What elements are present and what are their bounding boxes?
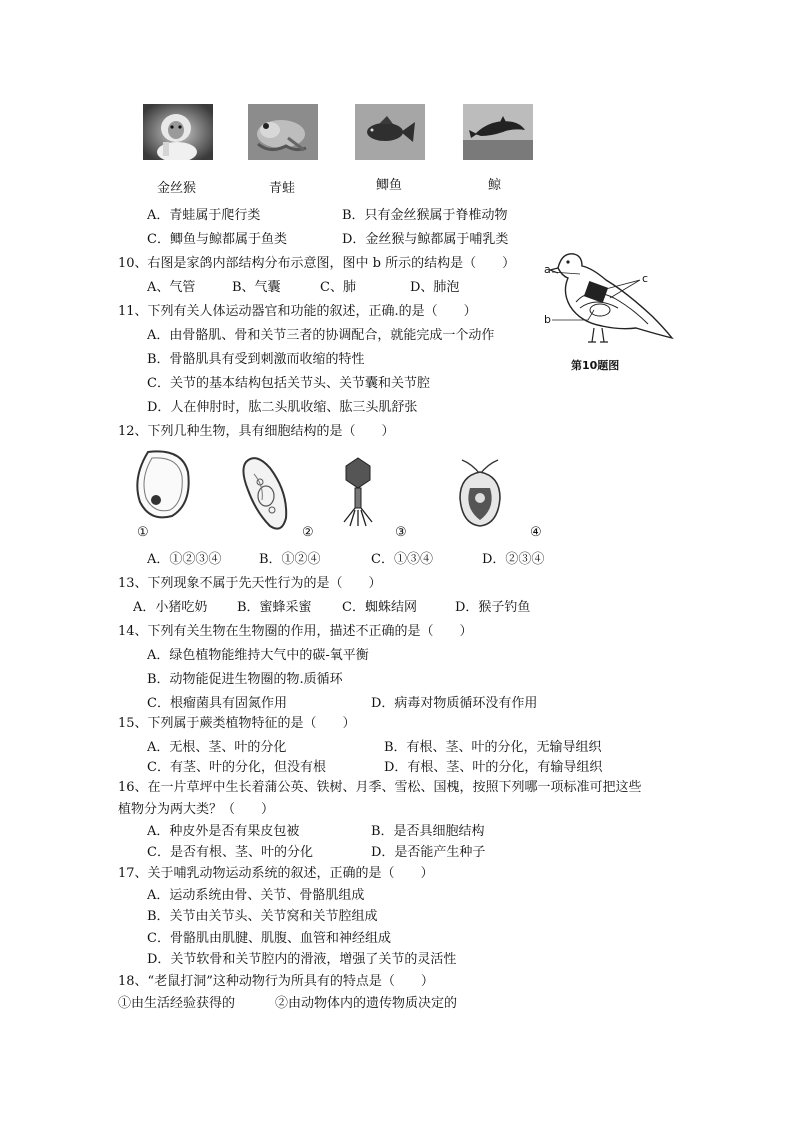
q9-option-d: D．金丝猴与鲸都属于哺乳类 — [342, 232, 509, 247]
q15-stem: 15、下列属于蕨类植物特征的是（ ） — [118, 716, 356, 731]
frog-photo — [248, 104, 318, 160]
q12-option-d: D．②③④ — [482, 552, 545, 567]
q10-option-d: D、肺泡 — [410, 280, 460, 295]
q10-option-b: B、气囊 — [232, 280, 281, 295]
q16-option-b: B．是否具细胞结构 — [371, 824, 485, 839]
organism-3 — [340, 456, 376, 528]
q11-option-c: C．关节的基本结构包括关节头、关节囊和关节腔 — [147, 376, 430, 391]
fish-icon — [355, 104, 425, 160]
q12-option-c: C．①③④ — [371, 552, 433, 567]
q12-option-a: A．①②③④ — [147, 552, 222, 567]
q11-option-d: D．人在伸肘时，肱二头肌收缩、肱三头肌舒张 — [147, 400, 418, 415]
dolphin-icon — [463, 104, 533, 160]
caption-fish: 鲫鱼 — [376, 178, 403, 193]
organism-1 — [130, 448, 196, 522]
q13-option-b: B．蜜蜂采蜜 — [237, 600, 312, 615]
q11-option-a: A．由骨骼肌、骨和关节三者的协调配合，就能完成一个动作 — [147, 328, 495, 343]
q14-option-a: A．绿色植物能维持大气中的碳-氧平衡 — [147, 648, 369, 663]
q16-option-d: D．是否能产生种子 — [371, 845, 486, 860]
q14-option-b: B．动物能促进生物圈的物.质循环 — [147, 672, 343, 687]
q14-option-d: D．病毒对物质循环没有作用 — [371, 696, 538, 711]
q17-option-a: A．运动系统由骨、关节、骨骼肌组成 — [147, 888, 365, 903]
yeast-cell-icon — [130, 448, 196, 522]
monkey-icon — [143, 104, 213, 160]
q13-stem: 13、下列现象不属于先天性行为的是（ ） — [118, 576, 382, 591]
pigeon-label-c: c — [642, 272, 649, 285]
pigeon-icon — [540, 246, 676, 350]
q11-stem: 11、下列有关人体运动器官和功能的叙述，正确.的是（ ） — [118, 304, 477, 319]
organism-number-3: ③ — [395, 525, 407, 540]
organism-number-4: ④ — [530, 525, 542, 540]
caption-whale: 鲸 — [488, 178, 502, 193]
q16-stem-line2: 植物分为两大类？（ ） — [118, 802, 275, 817]
fish-photo — [355, 104, 425, 160]
q14-option-c: C．根瘤菌具有固氮作用 — [147, 696, 287, 711]
frog-icon — [248, 104, 318, 160]
q10-option-c: C、肺 — [320, 280, 356, 295]
q10-option-a: A、气管 — [147, 280, 196, 295]
q16-option-a: A．种皮外是否有果皮包被 — [147, 824, 300, 839]
q15-option-b: B．有根、茎、叶的分化，无输导组织 — [384, 740, 602, 755]
q17-option-b: B．关节由关节头、关节窝和关节腔组成 — [147, 909, 378, 924]
q17-stem: 17、关于哺乳动物运动系统的叙述，正确的是（ ） — [118, 866, 434, 881]
q9-option-a: A．青蛙属于爬行类 — [147, 208, 261, 223]
q15-option-a: A．无根、茎、叶的分化 — [147, 740, 287, 755]
q9-option-c: C．鲫鱼与鲸都属于鱼类 — [147, 232, 287, 247]
pigeon-label-b: b — [544, 313, 551, 326]
virus-icon — [340, 456, 376, 528]
pigeon-figure — [540, 246, 676, 350]
q13-option-c: C．蜘蛛结网 — [342, 600, 417, 615]
chlamydomonas-icon — [442, 458, 518, 530]
paramecium-icon — [236, 452, 296, 534]
q15-option-c: C．有茎、叶的分化，但没有根 — [147, 760, 326, 775]
organism-4 — [442, 458, 518, 530]
q10-stem: 10、右图是家鸽内部结构分布示意图，图中 b 所示的结构是（ ） — [118, 256, 516, 271]
pigeon-label-a: a — [544, 263, 551, 276]
q9-option-b: B．只有金丝猴属于脊椎动物 — [342, 208, 508, 223]
q13-option-a: A．小猪吃奶 — [133, 600, 208, 615]
q12-stem: 12、下列几种生物，具有细胞结构的是（ ） — [118, 424, 395, 439]
q16-option-c: C．是否有根、茎、叶的分化 — [147, 845, 313, 860]
figure-caption: 第10题图 — [571, 359, 620, 372]
q17-option-d: D．关节软骨和关节腔内的滑液，增强了关节的灵活性 — [147, 952, 457, 967]
q18-option-2: ②由动物体内的遗传物质决定的 — [275, 996, 458, 1011]
q17-option-c: C．骨骼肌由肌腱、肌腹、血管和神经组成 — [147, 931, 391, 946]
dolphin-photo — [463, 104, 533, 160]
organism-number-2: ② — [302, 525, 314, 540]
organism-number-1: ① — [137, 525, 149, 540]
organism-2 — [236, 452, 296, 534]
q11-option-b: B．骨骼肌具有受到刺激而收缩的特性 — [147, 352, 365, 367]
caption-frog: 青蛙 — [269, 181, 296, 196]
caption-monkey: 金丝猴 — [157, 181, 197, 196]
q18-option-1: ①由生活经验获得的 — [118, 996, 236, 1011]
q13-option-d: D．猴子钓鱼 — [455, 600, 531, 615]
q14-stem: 14、下列有关生物在生物圈的作用，描述不正确的是（ ） — [118, 624, 473, 639]
monkey-photo — [143, 104, 213, 160]
q12-option-b: B．①②④ — [259, 552, 321, 567]
q18-stem: 18、“老鼠打洞”这种动物行为所具有的特点是（ ） — [118, 974, 434, 989]
q15-option-d: D．有根、茎、叶的分化，有输导组织 — [384, 760, 603, 775]
q16-stem-line1: 16、在一片草坪中生长着蒲公英、铁树、月季、雪松、国槐，按照下列哪一项标准可把这些 — [118, 780, 642, 795]
